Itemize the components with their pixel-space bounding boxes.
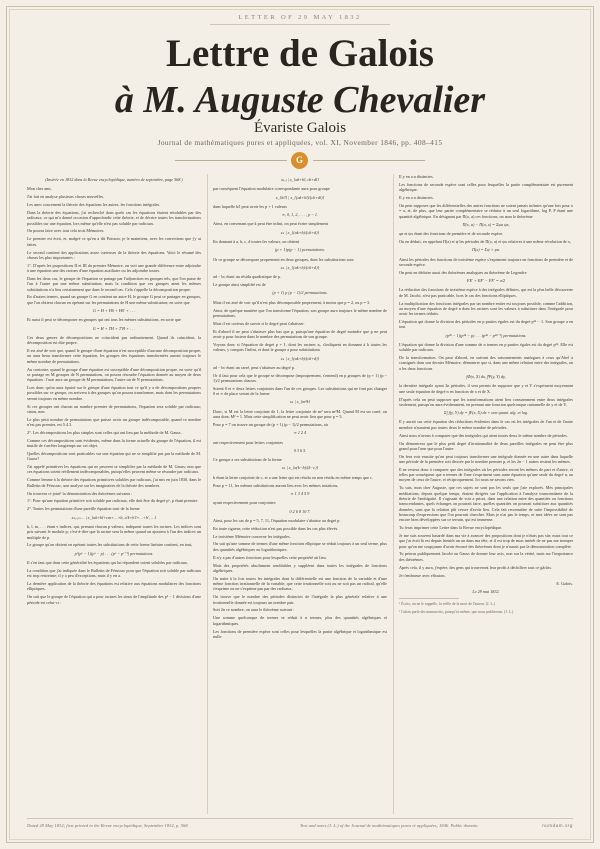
formula-line: xₖ,ₗ,ₘ… | x_{ak+bl+cm+…+h, a′k+b′l+…+h′, …} [71,514,157,520]
paragraph: Mais il est aisé de voir qu'il n'est plus décomposable proprement, à moins que p = 2, ou p = 3. [213,299,371,305]
formula-line: xₖ | x_{(ak+b)/(ck+d)} [280,229,320,235]
paragraph: On trouvera ci-joint¹ la démonstration des théorèmes suivants : [27,490,133,496]
paragraph: En donnant à a, b, c, d toutes les valeurs, on obtient [213,239,300,245]
paragraph: Il y aurait sur cette équation des réductions évidentes dans le cas où les intégrales de l'un et de l'autre membre n'auraient pas toutes deux le même nombre de périodes. [399,419,573,430]
paragraph: Et d'abord il ne peut s'abaisser plus bas que p, puisqu'une équation de degré moindre que p ne peut avoir p pour facteur dans le nombre des permutations de son groupe. [213,328,387,340]
paragraph: 2°. Les décompositions les plus simples sont celles qui ont lieu par la méthode de M. Gauss. [27,429,182,435]
paragraph: En toute rigueur, cette réduction n'est pas possible dans les cas plus élevés. [213,525,339,531]
formula-line: (p + 1)p(p − 1) permutations. [274,247,326,253]
paragraph: Voyons donc si l'équation de degré p + 1, dont les racines xₖ s'indiquent en donnant à k toutes les valeurs, y compris l'infini, et dont le groupe a pour substitutions [213,341,387,353]
formula-line: Π(x) = Σψ × φa. [471,247,501,253]
paragraph: ad − bc étant un résidu quadratique de p. [213,274,282,280]
formula-line: ∞ 1 3 4 5 9 [290,490,310,496]
paragraph: Si ces groupes ont chacun un nombre premier de permutations, l'équation sera soluble par radicaux; sinon, non. [27,403,201,414]
paragraph: Ce groupe a ses substitutions de la forme [213,457,282,463]
formula-line: xₖ | x_{m²k} [289,399,311,405]
paragraph: Tu prieras publiquement Jacobi ou Gauss de donner leur avis, non sur la vérité, mais sur l'importance des théorèmes. [399,551,573,562]
paragraph: k, l, m, . . . étant v indices, qui, prenant chacun p valeurs, indiquent toutes les racines. Les indices sont pris suivant le module p; c'est-à-dire que la racine sera la même quand on ajoutera à l'un des indices un multiple de p. [27,523,201,540]
column-3 [399,174,573,814]
footer-dated: Dated 29 May 1832; first printed in the Revue encyclopédique, September 1832, p. 568. [27,823,189,828]
footer-credit: Text and notes (J. L.) of the Journal de mathématiques pures et appliquées, 1846. Public domain. [300,823,479,828]
paragraph: Il y en a n distinctes. [399,174,434,179]
formula-line: ∫Φ(x, X) dx, ∫Ψ(y, Y) dy, [466,374,506,380]
paragraph: On peut en déduire aussi des théorèmes analogues au théorème de Legendre [399,269,527,275]
formula-line: Σ∫ f(y, Y) dy = ∫F(x, X) dx + une quant. alg. et log. [443,410,529,416]
paragraph: ad − bc étant un carré, peut s'abaisser au degré p. [213,364,295,370]
paragraph: Il est aisé de voir que, quand le groupe d'une équation n'est susceptible d'aucune décomposition propre, on aura beau transformer cette équation, les groupes des équations transformées auront toujours le même nombre de permutations. [27,348,201,364]
paragraph: Ainsi, en convenant que k peut être infini, on peut écrire simplement [213,221,329,227]
paragraph: Le groupe qu'on obtient en opérant toutes les substitutions de cette forme linéaire contient, en tout, [27,542,193,548]
paragraph: Comme lemme à la théorie des équations primitives solubles par radicaux, j'ai mis en juin 1830, dans le Bulletin de Férussac, une analyse sur les imaginaires de la théorie des nombres. [27,477,201,488]
paragraph: Les fonctions de première espèce sont celles pour lesquelles la partie algébrique et logarithmique est nulle. [213,628,387,639]
formula-line: 0 3 6 5. [293,447,307,453]
paragraph: Quelles décompositions sont praticables sur une équation qui ne se simplifie pas par la méthode de M. Gauss? [27,450,201,462]
paragraph: Après cela, il y aura, j'espère, des gens qui trouveront leur profit à déchiffrer tout ce gâchis. [399,564,552,570]
footnote: ¹ Écrits, on ne le rappelle, la veille de la mort de l'auteur. (J. L.) [399,602,495,607]
column-rule [393,174,394,814]
paragraph: On peut supposer que les différentielles des autres fonctions ne soient jamais infinies qu'une fois pour x = a, et, de plus, que leur partie complémentaire se réduise à un seul logarithme, log P, P étant une quantité algébrique. En désignant par Π(x, a) ces fonctions, on aura le théorème [399,202,573,219]
paragraph: Or ce groupe se décompose proprement en deux groupes, dont les substitutions sont [213,256,354,262]
paragraph: Mais des propriétés absolument semblables y suppléent dans toutes les intégrales de fonctions algébriques. [213,562,387,573]
column-1 [27,174,201,814]
paragraph: Il n'y a pas d'autres fonctions pour lesquelles cette propriété ait lieu. [213,554,327,560]
formula-line: xₖ,ₗ | x_{ak+bl, ck+dl} [281,177,319,182]
formula-line: xₖ | x_{(ak+b)/(ck+d)} [280,264,320,270]
paragraph: 1°. D'après les propositions II et III du premier Mémoire, on voit une grande différence entre adjoindre à une équation une des racines d'une équation auxiliaire ou les adjoindre toutes. [27,262,201,274]
formula-line: 0 2 6 8 10 7. [289,508,311,514]
formula-line: xₖ | x_{a(k−b)/(k−c)} [281,465,319,471]
kicker: LETTER OF 29 MAY 1832 [238,14,362,21]
paragraph: Ainsi, de quelque manière que l'on transforme l'équation, son groupe aura toujours le même nombre de permutations. [213,307,387,318]
paragraph: Ces deux genres de décompositions ne coïncident pas ordinairement. Quand ils coïncident, la décomposition est dite propre. [27,334,201,346]
formula-line: (Insérée en 1832 dans la Revue encyclopédique, numéro de septembre, page 568.) [45,177,183,182]
paragraph: la dernière intégrale ayant 2n périodes, il sera permis de supposer que y et Y s'expriment moyennant une seule équation de degré n en fonction de x et de X. [399,383,573,394]
paragraph: On traite à la fois toutes les intégrales dont la différentielle est une fonction de la variable et d'une même fonction irrationnelle de la variable, que cette irrationnelle soit ou ne soit pas un radical, qu'elle s'exprime ou ne s'exprime pas par des radicaux. [213,575,387,592]
column-rule [207,174,208,814]
paragraph: Ainsi les périodes des fonctions de troisième espèce s'expriment toujours en fonctions de première et de seconde espèce. [399,256,573,267]
ornament-rule-left [175,160,287,161]
paragraph: 1°. Pour qu'une équation primitive soit soluble par radicaux, elle doit être du degré pᵛ, p étant premier. [27,498,198,504]
footer-source-link[interactable]: numdam.org [542,823,573,828]
paragraph: Tu sais, mon cher Auguste, que ces sujets ne sont pas les seuls que j'aie explorés. Mes principales méditations, depuis quelque temps, étaient dirigées sur l'application à l'analyse transcendante de la théorie de l'ambiguïté. Il s'agissait de voir a priori, dans une relation entre des quantités ou fonctions transcendantes, quels échanges on pourrait faire, quelles quantités on pourrait substituer aux quantités données, sans que la relation pût cesser d'avoir lieu. Cela fait reconnaître de suite l'impossibilité de beaucoup d'expressions que l'on pourrait chercher. Mais je n'ai pas le temps, et mes idées ne sont pas encore bien développées sur ce terrain, qui est immense. [399,485,573,523]
formula-line: xₖ | x_{(ak+b)/(ck+d)} [280,355,320,361]
formula-line: G = H + HS + HS′ + . . . [92,307,136,313]
formula-line: Π(x, a) − Π(a, x) = Σφa ψx, [462,221,510,227]
signature: E. Galois. [556,580,573,586]
kicker-rule [210,24,390,25]
journal-citation: Journal de mathématiques pures et appliquées, vol. XI, November 1846, pp. 408–415 [157,138,443,147]
paragraph: Mais il est curieux de savoir si le degré peut s'abaisser. [213,320,305,326]
paragraph: Ainsi nous n'avons à comparer que des intégrales qui aient toutes deux le même nombre de périodes. [399,432,568,438]
paragraph: Mon cher ami, [27,186,52,192]
formula-line: Le 29 mai 1832. [472,589,500,595]
paragraph: φa et ψx étant des fonctions de première et de seconde espèce. [399,231,504,237]
paragraph: La réduction des fonctions de troisième espèce à des intégrales définies, qui est la plus belle découverte de M. Jacobi, n'est pas praticable, hors le cas des fonctions elliptiques. [399,287,573,298]
paragraph: On sait qu'une somme de termes d'une même fonction elliptique se réduit toujours à un seul terme, plus des quantités algébriques ou logarithmiques. [213,541,387,552]
paragraph: Au contraire, quand le groupe d'une équation est susceptible d'une décomposition propre, en sorte qu'il se partage en M groupes de N permutations, on pourra résoudre l'équation donnée au moyen de deux équations : l'une aura un groupe de M permutations, l'autre un de N permutations. [27,366,201,383]
paragraph: Il y en a n distinctes. [399,195,434,201]
paragraph: Soit 2n ce nombre, on aura le théorème suivant : [213,607,295,613]
column-2 [213,174,387,814]
author: Évariste Galois [253,120,347,136]
formula-line: (p + 1) p (p − 1)/2 permutations. [272,290,328,296]
paragraph: La dernière application de la théorie des équations est relative aux équations modulaires des fonctions elliptiques. [27,581,201,592]
paragraph: Une somme quelconque de termes se réduit à n termes, plus des quantités algébriques et logarithmiques. [213,615,387,626]
paragraph: ont respectivement pour lettres conjointes [213,439,284,445]
paragraph: b étant la lettre conjointe de c, et a une lettre qui est résidu ou non résidu en même temps que c. [213,474,373,480]
paragraph: On en déduit, en appelant Π(a) et ψ les périodes de Π(x, a) et ψx relatives à une même révolution de x, [399,239,571,245]
paragraph: Pour p = 11, les mêmes substitutions auront lieu avec les mêmes notations, [213,482,339,488]
paragraph: Dans la théorie des équations, j'ai recherché dans quels cas les équations étaient résolubles par des radicaux, ce qui m'a donné occasion d'approfondir cette théorie, et de décrire toutes les transformations possibles sur une équation, lors même qu'elle n'est pas soluble par radicaux. [27,209,201,226]
paragraph: Or il faut pour cela que le groupe se décompose (improprement, s'entend) en p groupes de (p + 1) (p − 1)/2 permutations chacun. [213,372,387,383]
paragraph: La condition que j'ai indiquée dans le Bulletin de Férussac pour que l'équation soit soluble par radicaux est trop restreinte; il y a peu d'exceptions, mais il y en a. [27,567,201,579]
paragraph: Les fonctions de seconde espèce sont celles pour lesquelles la partie complémentaire est purement algébrique. [399,181,573,193]
formula-line: ∞ 1 2 4 [293,430,307,436]
paragraph: Je t'embrasse avec effusion. [399,572,446,578]
paragraph: En d'autres termes, quand un groupe G en contient un autre H, le groupe G peut se partager en groupes, que l'on obtient chacun en opérant sur les permutations de H une même substitution; en sorte que [27,294,201,305]
paragraph: par conséquent l'équation modulaire correspondante aura pour groupe [213,186,330,192]
footnote-rule [399,598,459,599]
paragraph: On trouve que le nombre des périodes distinctes de l'intégrale la plus générale relative à une irrationnelle donnée est toujours un nombre pair. [213,594,387,605]
paragraph: Le groupe ainsi simplifié est de [213,282,266,288]
formula-line: G = H + TH + T′H + . . . [92,325,136,331]
paragraph: On démontrera que le plus petit degré d'irrationnalité de deux pareilles intégrales ne peut être plus grand pour l'une que pour l'autre. [399,440,573,451]
body-columns [27,174,573,814]
paragraph: ayant respectivement pour conjointes [213,500,276,506]
paragraph: Il s'en faut que dans cette généralité les équations qui lui répondent soient solubles par radicaux. [27,559,188,565]
ornament-rule-right [313,160,425,161]
paragraph: Le plus petit nombre de permutations que puisse avoir un groupe indécomposable, quand ce nombre n'est pas premier, est 5.4.3. [27,416,201,427]
paragraph: Comme ces décompositions sont évidentes, même dans la forme actuelle du groupe de l'équation, il est inutile de s'arrêter longtemps sur cet objet. [27,437,201,449]
paragraph: J'ai fait en analyse plusieurs choses nouvelles. [27,194,105,200]
paragraph: Donc, si M est la lettre conjointe de 1, la lettre conjointe de m² sera m²M. Quand M est un carré, on aura donc M² = 1. Mais cette simplification ne peut avoir lieu que pour p = 5. [213,408,387,420]
paragraph: Le second contient des applications assez curieuses de la théorie des équations. Voici le résumé des choses les plus importantes : [27,249,201,260]
paragraph: On fera voir ensuite qu'on peut toujours transformer une intégrale donnée en une autre dans laquelle une période de la première soit divisée par le nombre premier p, et les 2n − 1 autres restent les mêmes. [399,453,573,464]
formula-line: FE′ + EF′ − FF′ = π/2 [466,278,506,284]
formula-line: pᵛ(pᵛ − 1)(pᵛ − p) . . . (pᵛ − pᵛ⁻¹) permutations. [74,550,154,556]
paragraph: On sait que le groupe de l'équation qui a pour racines les sinus de l'amplitude des p² − 1 divisions d'une période est celui-ci : [27,594,201,605]
paragraph: Je me suis souvent hasardé dans ma vie à avancer des propositions dont je n'étais pas sûr; mais tout ce que j'ai écrit là est depuis bientôt un an dans ma tête, et il est trop de mon intérêt de ne pas me tromper pour qu'on me soupçonne d'avoir énoncé des théorèmes dont je n'aurais pas la démonstration complète. [399,532,573,549]
paragraph: Soient 0 et ∞ deux lettres conjointes dans l'un de ces groupes. Les substitutions qui ne font pas changer 0 et ∞ de place seront de la forme [213,385,387,397]
paragraph: La multiplication des fonctions intégrales par un nombre entier est toujours possible, comme l'addition, au moyen d'une équation de degré n dont les racines sont les valeurs à substituer dans l'intégrale pour avoir les termes réduits. [399,300,573,317]
formula-line: ∞, 0, 1, 2, . . . , p − 1. [281,212,319,218]
footnote: ² Galois parle des manuscrits, puisqu'ici même, que nous publierons. (J. L.) [399,610,514,615]
paragraph: dans laquelle k/l peut avoir les p + 1 valeurs [213,203,287,209]
footer-rule [27,818,573,819]
medallion-icon: G [291,152,308,169]
paragraph: Et aussi il peut se décomposer en groupes qui ont tous les mêmes substitutions, en sorte que [27,317,181,323]
paragraph: Les unes concernent la théorie des équations les autres, les fonctions intégrales. [27,202,161,208]
paragraph: J'ai appelé primitives les équations qui ne peuvent se simplifier par la méthode de M. Gauss; non que ces équations soient réellement indécomposables, puisqu'elles peuvent même se résoudre par radicaux. [27,464,201,475]
title-line-2: à M. Auguste Chevalier [114,79,486,121]
paragraph: Dans les deux cas, le groupe de l'équation se partage par l'adjonction en groupes tels, que l'on passe de l'un à l'autre par une même substitution; mais la condition que ces groupes aient les mêmes substitutions n'a lieu certainement que dans le second cas. Cela s'appelle la décomposition propre. [27,275,201,292]
paragraph: L'équation qui donne la division des périodes en p parties égales est du degré p²ⁿ − 1. Son groupe a en tout [399,319,573,330]
paragraph: 2°. Toutes les permutations d'une pareille équation sont de la forme [27,506,140,512]
paragraph: L'équation qui donne la division d'une somme de n termes en p parties égales est du degré p²ⁿ. Elle est soluble par radicaux. [399,341,573,353]
formula-line: (p²ⁿ − 1)(p²ⁿ − p) . . . (p²ⁿ − p²ⁿ⁻¹) permutations. [445,332,527,338]
title-line-1: Lettre de Galois [166,32,434,75]
paragraph: Ainsi, pour les cas de p = 5, 7, 11, l'équation modulaire s'abaisse au degré p. [213,517,341,523]
paragraph: Pour p = 7 on trouve un groupe de (p + 1) (p − 1)/2 permutations, où [213,421,328,427]
paragraph: Lors donc qu'on aura épuisé sur le groupe d'une équation tout ce qu'il y a de décompositions propres possibles sur ce groupe, on arrivera à des groupes qu'on pourra transformer, mais dont les permutations seront toujours en même nombre. [27,385,201,401]
paragraph: D'après cela on peut supposer que les transformations aient lieu constamment entre deux intégrales seulement, puisqu'on aura évidemment, en prenant une fonction quelconque rationnelle de y et de Y, [399,396,573,407]
paragraph: Tu feras imprimer cette Lettre dans la Revue encyclopédique. [399,525,503,531]
paragraph: Il ne restera donc à comparer que des intégrales où les périodes seront les mêmes de part et d'autre, et telles par conséquent que n termes de l'une s'expriment sans autre équation qu'une seule du degré n, au moyen de ceux de l'autre, et réciproquement. Ici nous ne savons rien. [399,466,573,483]
paragraph: De la transformation. On peut d'abord, en suivant des raisonnements analogues à ceux qu'Abel a consignés dans son dernier Mémoire, démontrer que si, dans une même relation entre des intégrales, on a les deux fonctions [399,355,573,371]
paragraph: Le troisième Mémoire concerne les intégrales. [213,533,291,539]
paragraph: Le premier est écrit, et, malgré ce qu'en a dit Poisson, je le maintiens, avec les corrections que j'y ai faites. [27,236,201,247]
formula-line: x_{k/l} | x_{(ak+bl)/(ck+dl)} [275,194,325,200]
paragraph: On pourra faire avec tout cela trois Mémoires. [27,228,105,234]
